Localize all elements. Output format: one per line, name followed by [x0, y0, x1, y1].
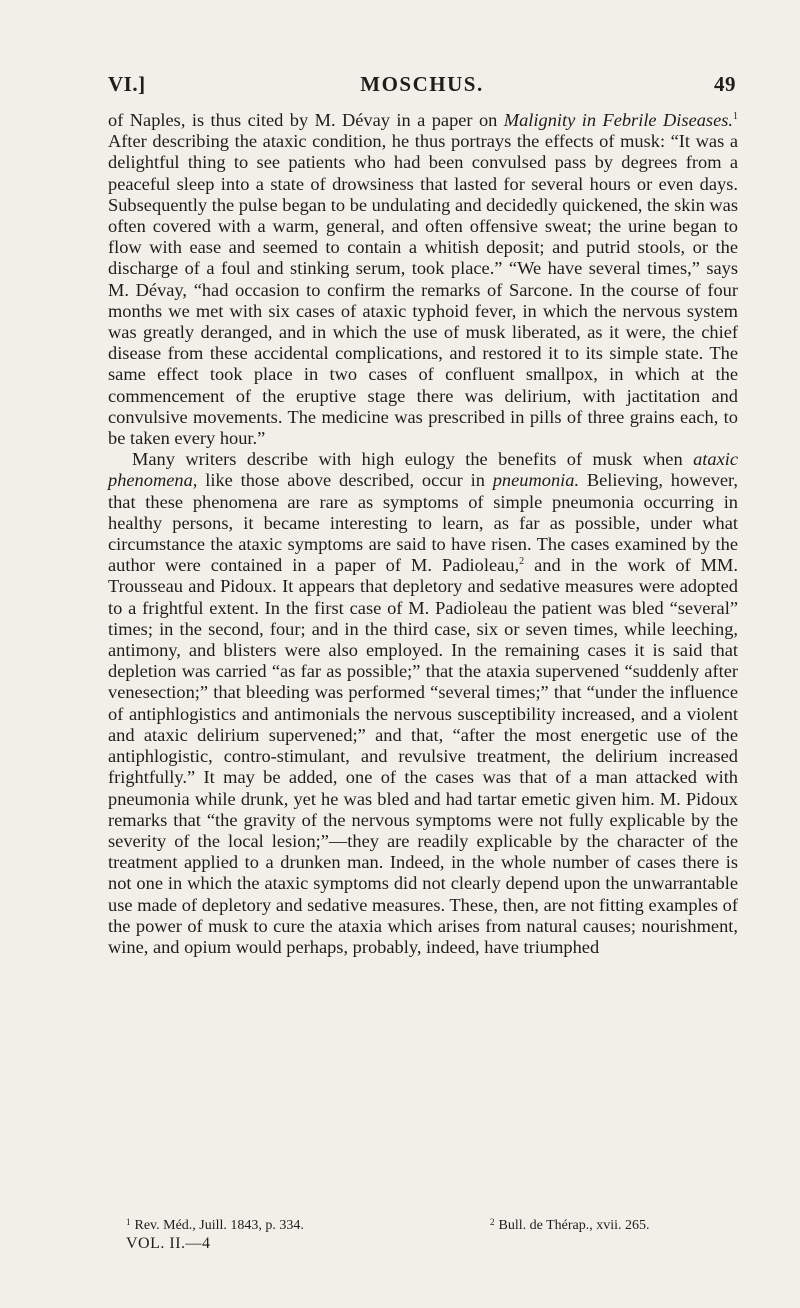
- page-number: 49: [714, 72, 736, 96]
- paragraph-1: [108, 110, 738, 449]
- footnote-2-mark: 2: [490, 1217, 495, 1227]
- footnote-1-text: Rev. Méd., Juill. 1843, p. 334.: [134, 1218, 304, 1233]
- text-run: of Naples, is thus cited by M. Dévay in a paper on: [108, 110, 504, 130]
- text-run: After describing the ataxic condition, he thus portrays the effects of musk: “It was a delightful thing to see patients who had been convulsed pass by degrees from a peaceful sleep into a state of drowsiness that lasted for several hours or even days. Subsequently the pulse began to be undulating and decidedly quickened, the skin was often covered with a warm, general, and often offensive sweat; the urine began to flow with ease and seemed to contain a whitish deposit; and putrid stools, or the discharge of a foul and stinking serum, took place.” “We have several times,” says M. Dévay, “had occasion to confirm the remarks of Sarcone. In the course of four months we met with six cases of ataxic typhoid fever, in which the nervous system was greatly deranged, and in which the use of musk liberated, as it were, the chief disease from these accidental complications, and restored it to its simple state. The same effect took place in two cases of confluent smallpox, in which at the commencement of the eruptive stage there was delirium, with jactitation and convulsive movements. The medicine was prescribed in pills of three grains each, to be taken every hour.”: [108, 131, 738, 449]
- section-number: VI.]: [108, 72, 146, 96]
- footnotes: [126, 1217, 736, 1237]
- running-header: [108, 72, 736, 102]
- signature-mark: VOL. II.—4: [126, 1235, 211, 1252]
- paragraph-2: [108, 449, 738, 958]
- footnote-2-text: Bull. de Thérap., xvii. 265.: [498, 1218, 650, 1233]
- text-run: Believing, however, that these phenomena are rare as symptoms of simple pneumonia occurring in healthy persons, it became interesting to learn, as far as possible, under what circumstance the ataxic symptoms are said to have risen. The cases examined by the author were contained in a paper of M. Padioleau,: [108, 470, 738, 576]
- italic-phrase: Malignity in Febrile Diseases.: [503, 110, 733, 130]
- body-text: [108, 110, 738, 958]
- running-title: MOSCHUS.: [360, 72, 484, 96]
- footnote-reference: 1: [733, 111, 738, 122]
- italic-phrase: pneumonia.: [492, 470, 580, 491]
- italic-phrase: ataxic phenomena,: [108, 449, 738, 491]
- footnote-2: [490, 1217, 650, 1234]
- text-run: and in the work of MM. Trousseau and Pidoux. It appears that depletory and sedative measures were adopted to a frightful extent. In the first case of M. Padioleau the patient was bled “several” times; in the second, four; and in the third case, six or seven times, while leeching, antimony, and blisters were also employed. In the remaining cases it is said that depletion was carried “as far as possible;” that the ataxia supervened “suddenly after venesection;” that bleeding was performed “several times;” that “under the influence of antiphlogistics and antimonials the nervous susceptibility increased, and a violent and ataxic delirium supervened;” and that, “after the most energetic use of the antiphlogistic, contro-stimulant, and revulsive treatment, the delirium increased frightfully.” It may be added, one of the cases was that of a man attacked with pneumonia while drunk, yet he was bled and had tartar emetic given him. M. Pidoux remarks that “the gravity of the nervous symptoms were not fully explicable by the severity of the local lesion;”—they are readily explicable by the character of the treatment applied to a drunken man. Indeed, in the whole number of cases there is not one in which the ataxic symptoms did not clearly depend upon the unwarrantable use made of depletory and sedative measures. These, then, are not fitting examples of the power of musk to cure the ataxia which arises from natural causes; nourishment, wine, and opium would perhaps, probably, indeed, have triumphed: [108, 555, 738, 957]
- footnote-1-mark: 1: [126, 1217, 131, 1227]
- footnote-reference: 2: [519, 556, 525, 568]
- text-run: like those above described, occur in: [197, 470, 493, 491]
- text-run: Many writers describe with high eulogy the benefits of musk when: [132, 449, 694, 470]
- footnote-1: [126, 1217, 304, 1234]
